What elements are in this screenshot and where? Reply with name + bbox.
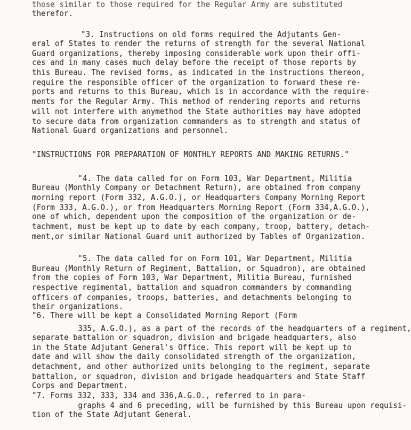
paragraph-7-line-3 [32,420,390,430]
paragraph-4-line-4: (Form 333, A.G.O.), or from Headquarters Morning Report (Form 334,A.G.O.), [32,203,370,212]
paragraph-7-line-2: tion of the State Adjutant General. [32,410,192,419]
paragraph-4-line-5: one of which, dependent upon the composition of the organization or de- [32,212,357,221]
paragraph-4-line-6: tachment, must be kept up to date by each company, troop, battery, detach- [32,222,370,231]
paragraph-3-line-7: ports and returns to this Bureau, which is in accordance with the require- [32,87,370,96]
paragraph-6-line-4: date and will show the daily consolidated strength of the organization, [32,352,357,361]
paragraph-4-line-1: "4. The data called for on Form 103, War Department, Militia [78,174,352,183]
paragraph-3-line-3: Guard organizations, thereby imposing considerable work upon their offi- [32,49,361,58]
paragraph-4-line-3: morning report (Form 332, A.G.O.), or Headquarters Company Morning Report [32,193,366,202]
paragraph-6-line-6: battalion, or squadron, division and brigade headquarters and State Staff [32,372,366,381]
paragraph-5-line-4: respective regimental, battalion and squadron commanders by commanding [32,283,352,292]
paragraph-6-line-1: 335, A.G.O.), as a part of the records of the headquarters of a regiment, [78,324,411,333]
paragraph-5-line-5: officers of companies, troops, batteries, and detachments belonging to [32,293,352,302]
paragraph-6-line-5: detachment, and other authorized units belonging to the regiment, separate [32,362,370,371]
text-line-1: those similar to those required for the Regular Army are substituted [32,0,343,9]
paragraph-6-line-3: in the State Adjutant General's Office. This report will be kept up to [32,343,352,352]
paragraph-3-line-8: ments for the Regular Army. This method of rendering reports and returns [32,97,361,106]
paragraph-6-line-7: Corps and Department. [32,381,128,390]
text-line-2: therefor. [32,9,74,18]
paragraph-5-line-1: "5. The data called for on Form 101, War Department, Militia [78,254,352,263]
paragraph-5-line-2: Bureau (Monthly Return of Regiment, Battalion, or Squadron), are obtained [32,264,366,273]
paragraph-3-line-11: National Guard organizations and personnel. [32,126,229,135]
paragraph-3-line-10: to secure data from organization commanders as to strength and status of [32,117,361,126]
section-heading: "INSTRUCTIONS FOR PREPARATION OF MONTHLY REPORTS AND MAKING RETURNS." [32,150,350,159]
paragraph-5-line-3: from the copies of Form 103, War Department, Militia Bureau, furnished [32,273,352,282]
paragraph-3-line-5: this Bureau. The revised forms, as indicated in the instructions thereon, [32,68,366,77]
paragraph-4-line-2: Bureau (Monthly Company or Detachment Return), are obtained from company [32,183,361,192]
paragraph-5-line-7: "6. There will be kept a Consolidated Morning Report (Form [32,311,297,320]
paragraph-3-line-1: "3. Instructions on old forms required the Adjutants Gen- [81,30,342,39]
paragraph-6-line-8: "7. Forms 332, 333, 334 and 336,A.G.O., referred to in para- [32,391,306,400]
paragraph-3-line-4: ces and in many cases much delay before the receipt of those reports by [32,58,357,67]
paragraph-7-line-1: graphs 4 and 6 preceding, will be furnished by this Bureau upon requisi- [78,401,407,410]
paragraph-3-line-9: will not interfere with anymethod the State authorities may have adopted [32,107,361,116]
paragraph-5-line-6: their organizations. [32,302,124,311]
paragraph-4-line-7: ment,or similar National Guard unit authorized by Tables of Organization. [32,232,366,241]
paragraph-6-line-2: separate battalion or squadron, division and brigade headquarters, also [32,333,357,342]
paragraph-3-line-2: eral of States to render the returns of strength for the several National [32,39,366,48]
paragraph-3-line-6: require the responsible officer of the organization to forward these re- [32,78,361,87]
